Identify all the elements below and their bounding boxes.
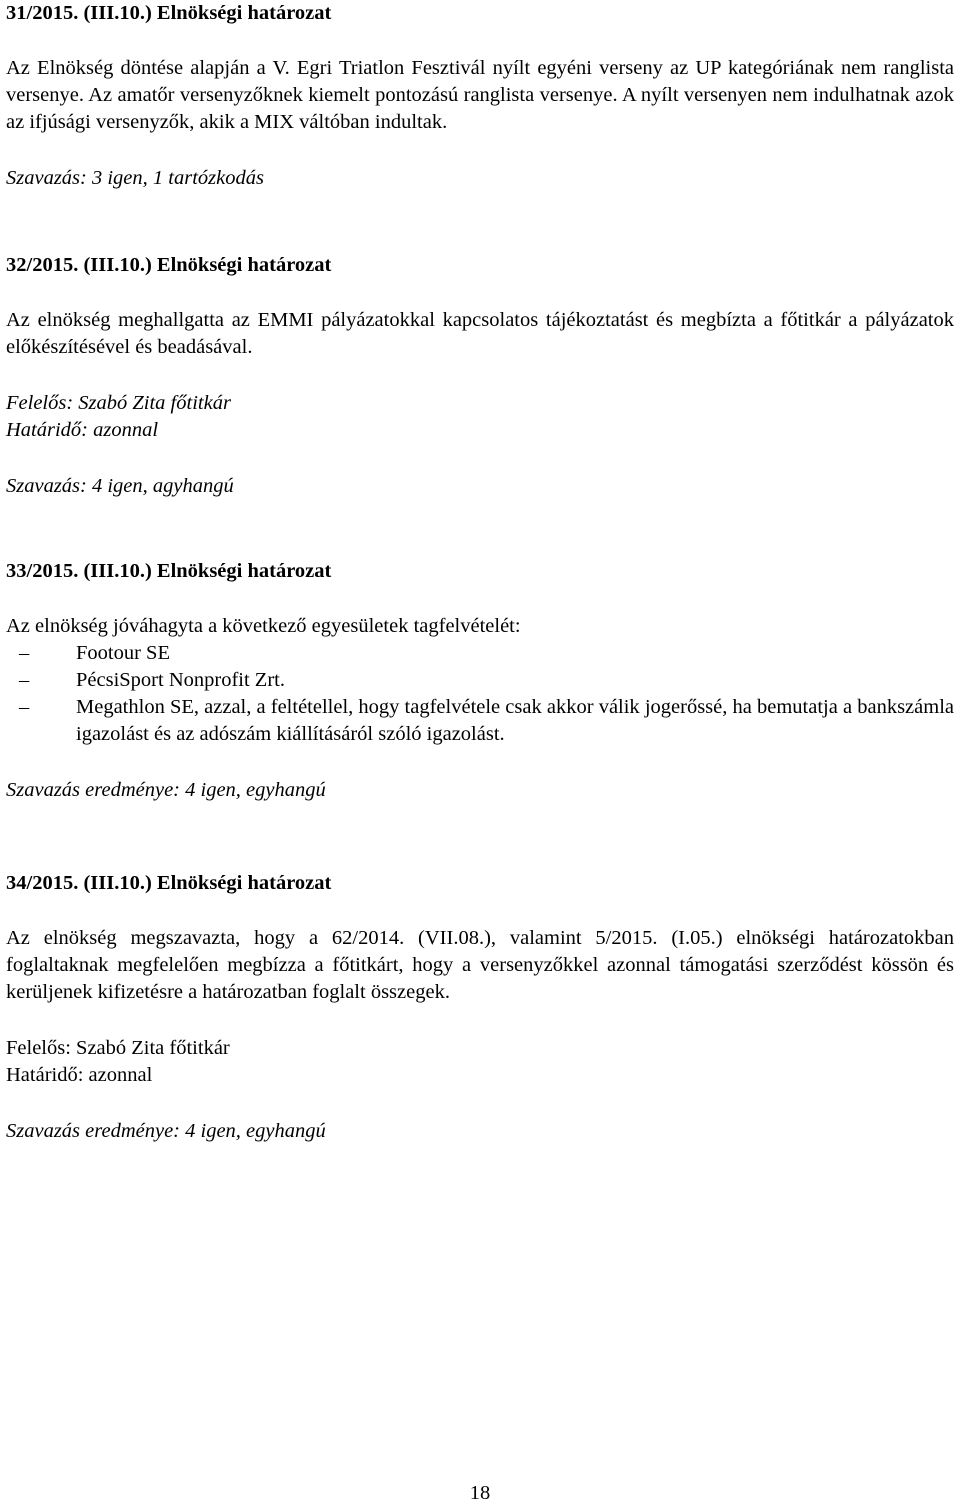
resolution-34: [6, 870, 954, 1145]
vote-result: Szavazás eredménye: 4 igen, egyhangú: [6, 779, 326, 801]
resolution-title: 34/2015. (III.10.) Elnökségi határozat: [6, 872, 332, 894]
list-item: [6, 694, 954, 748]
vote-result: Szavazás: 4 igen, agyhangú: [6, 475, 234, 497]
resolution-32: [6, 252, 954, 500]
list-item-text: Footour SE: [76, 642, 170, 664]
deadline: Határidő: azonnal: [6, 1064, 153, 1086]
deadline: Határidő: azonnal: [6, 419, 159, 441]
list-item: [6, 640, 954, 667]
resolution-33: [6, 558, 954, 804]
resolution-body: Az elnökség meghallgatta az EMMI pályázatokkal kapcsolatos tájékoztatást és megbízta a főtitkár a pályázatok előkészítésével és beadásával.: [6, 309, 954, 358]
page-number: 18: [469, 1482, 491, 1504]
resolution-title: 32/2015. (III.10.) Elnökségi határozat: [6, 254, 332, 276]
member-list: [6, 640, 954, 748]
dash-bullet: –: [19, 696, 30, 718]
responsible-person: Felelős: Szabó Zita főtitkár: [6, 1037, 230, 1059]
resolution-title: 31/2015. (III.10.) Elnökségi határozat: [6, 2, 332, 24]
vote-result: Szavazás eredménye: 4 igen, egyhangú: [6, 1120, 326, 1142]
dash-bullet: –: [19, 642, 30, 664]
list-item: [6, 667, 954, 694]
resolution-body: Az Elnökség döntése alapján a V. Egri Triatlon Fesztivál nyílt egyéni verseny az UP kategóriának nem ranglista versenye. Az amatőr versenyzőknek kiemelt pontozású ranglista versenye. A nyílt versenyen nem indulhatnak azok az ifjúsági versenyzők, akik a MIX váltóban indultak.: [6, 57, 954, 133]
responsible-person: Felelős: Szabó Zita főtitkár: [6, 392, 231, 414]
resolution-body: Az elnökség megszavazta, hogy a 62/2014. (VII.08.), valamint 5/2015. (I.05.) elnökségi határozatokban foglaltaknak megfelelően megbízza a főtitkárt, hogy a versenyzőkkel azonnal támogatási szerződést kössön és kerüljenek kifizetésre a határozatban foglalt összegek.: [6, 927, 954, 1003]
resolution-31: [6, 0, 954, 192]
list-item-text: PécsiSport Nonprofit Zrt.: [76, 669, 285, 691]
vote-result: Szavazás: 3 igen, 1 tartózkodás: [6, 167, 264, 189]
list-item-text: Megathlon SE, azzal, a feltétellel, hogy tagfelvétele csak akkor válik jogerőssé, ha bemutatja a bankszámla igazolást és az adószám kiállításáról szóló igazolást.: [76, 696, 954, 745]
resolution-body: Az elnökség jóváhagyta a következő egyesületek tagfelvételét:: [6, 615, 521, 637]
resolution-title: 33/2015. (III.10.) Elnökségi határozat: [6, 560, 332, 582]
dash-bullet: –: [19, 669, 30, 691]
